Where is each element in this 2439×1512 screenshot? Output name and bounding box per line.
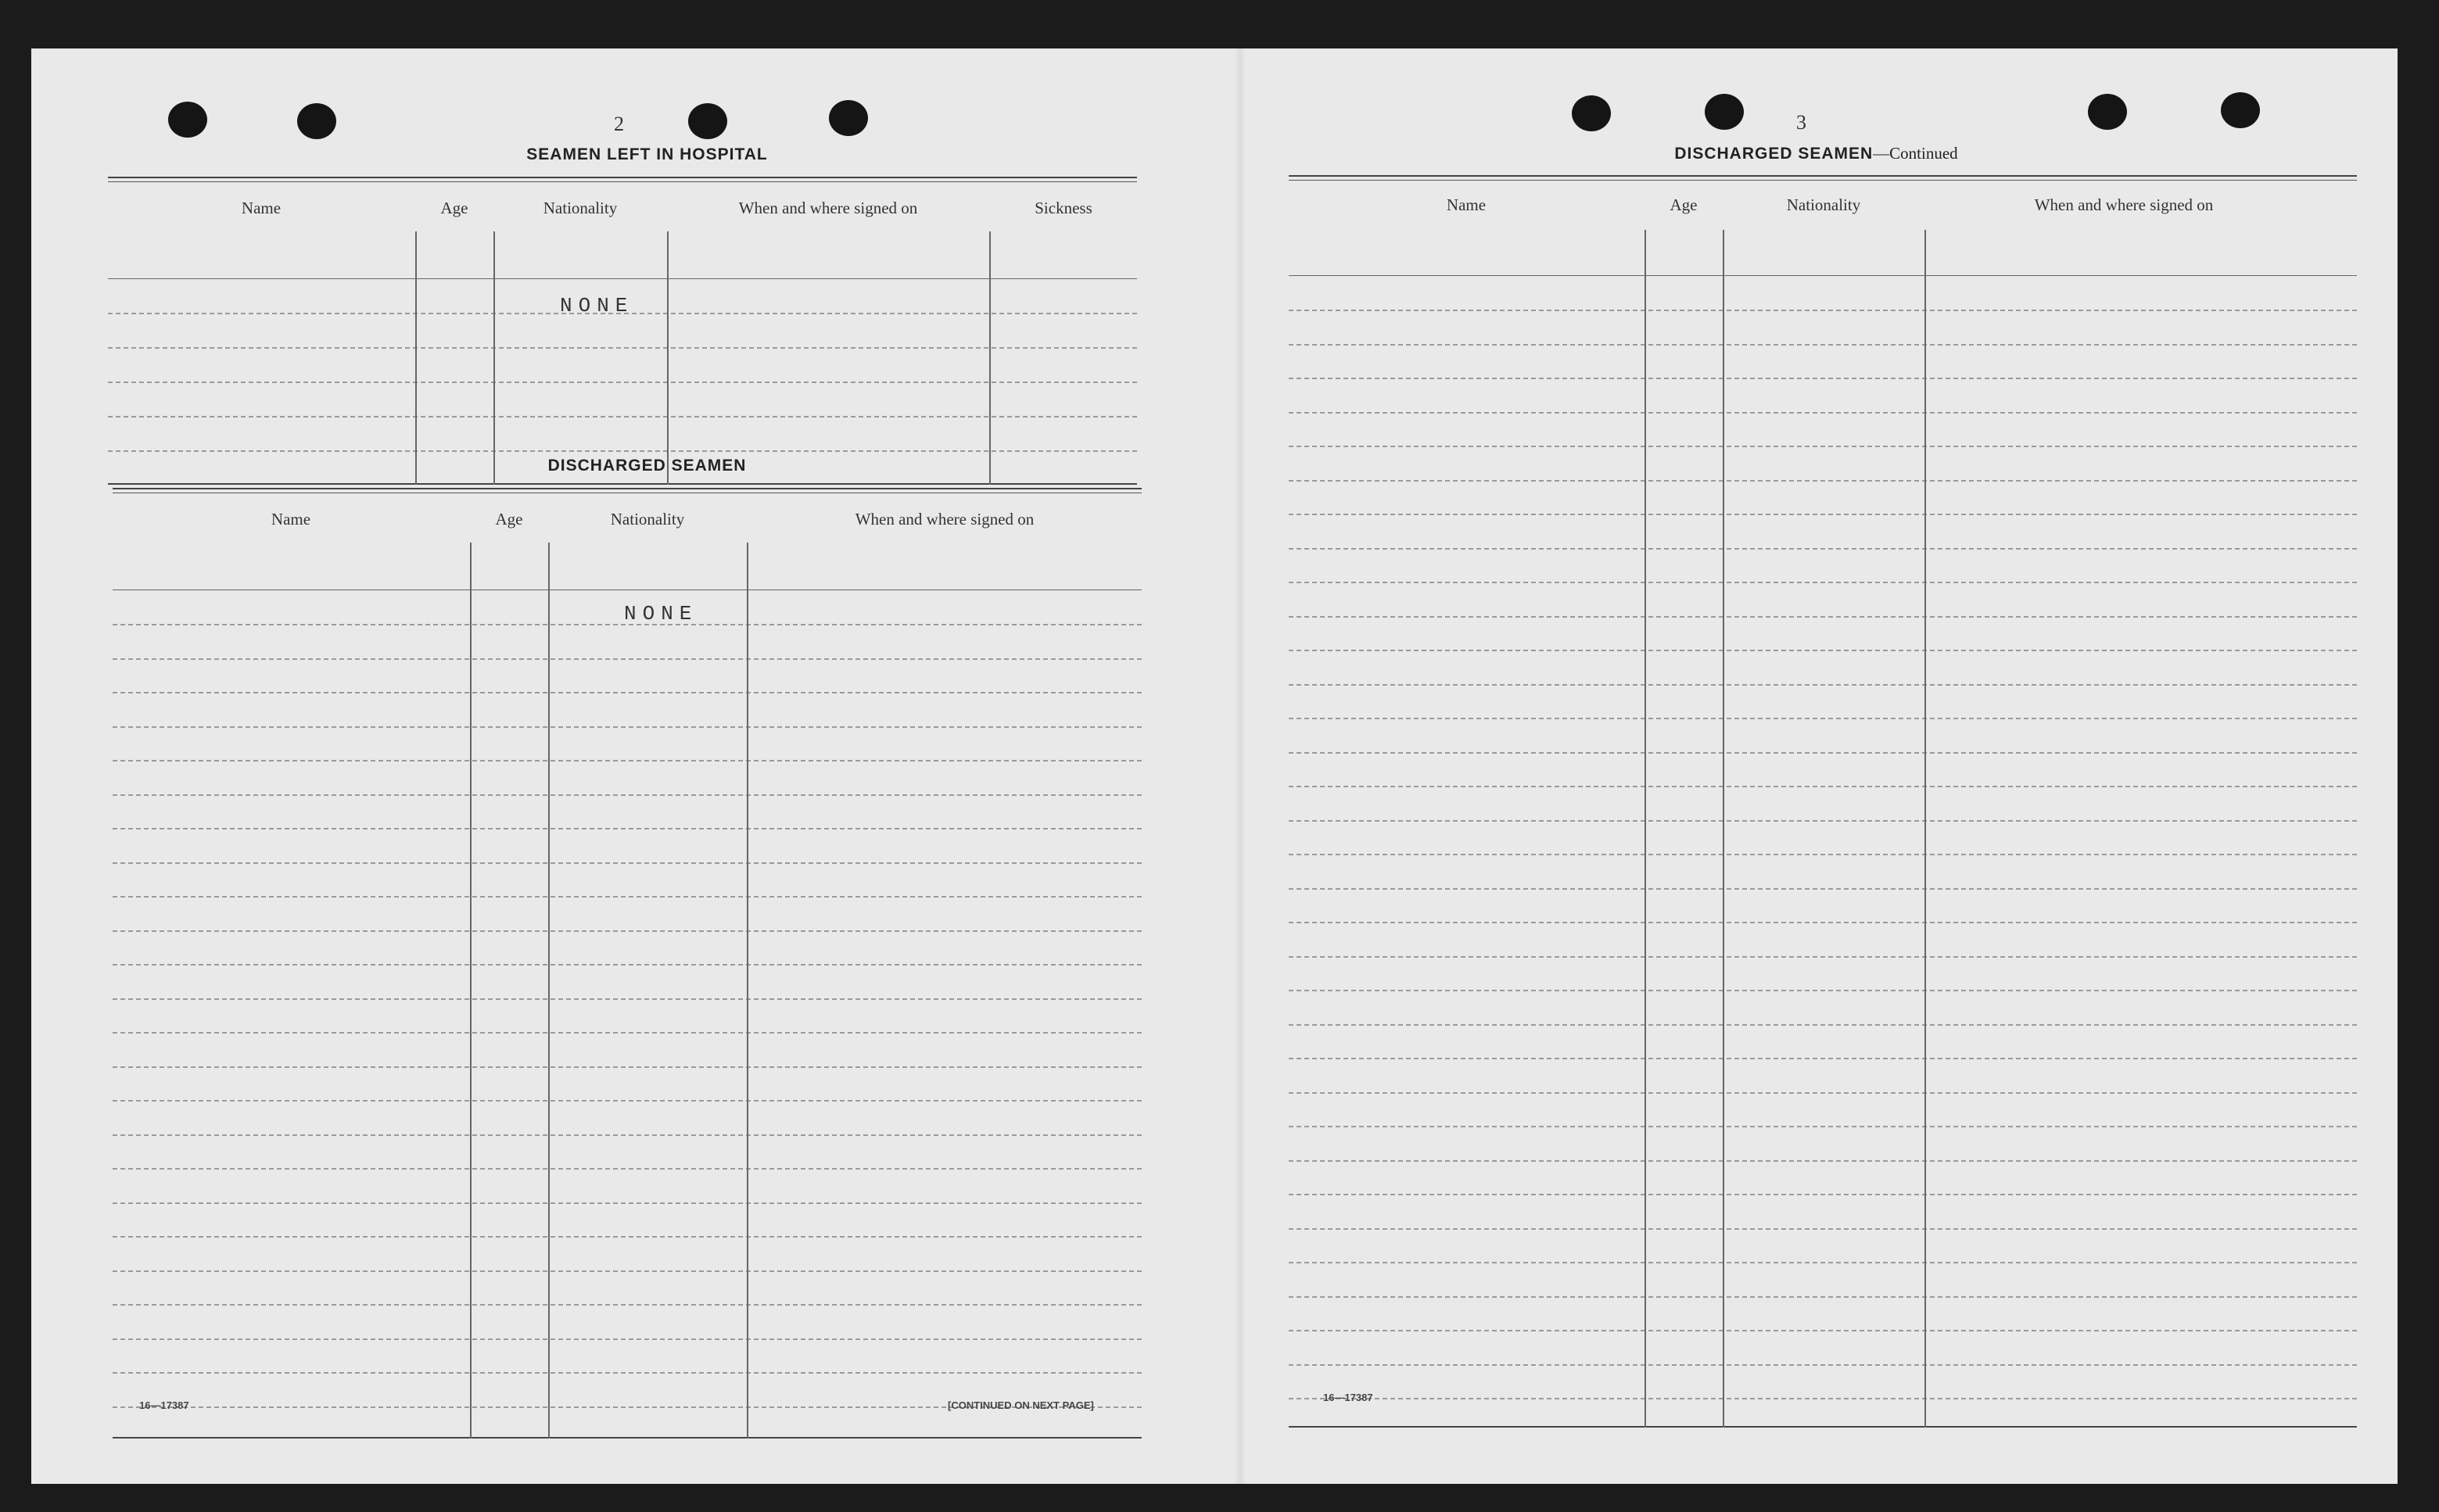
ruled-line	[108, 416, 1137, 417]
discharged-table	[113, 488, 1142, 1449]
col-header-signed-on: When and where signed on	[738, 199, 918, 217]
discharged-continued-title	[1298, 144, 2334, 163]
ruled-line	[1289, 990, 2357, 991]
hospital-table	[108, 177, 1137, 489]
table-rule	[113, 488, 1142, 489]
col-header-name: Name	[1446, 195, 1487, 214]
column-divider	[548, 543, 550, 1439]
table-rule	[108, 181, 1137, 182]
ruled-line	[113, 930, 1142, 932]
ruled-line	[113, 1236, 1142, 1238]
table-rule	[1289, 1426, 2357, 1428]
ruled-line	[108, 347, 1137, 349]
col-header-age: Age	[1670, 195, 1698, 214]
continued-suffix: —Continued	[1873, 144, 1958, 163]
form-number: 16—17387	[1323, 1392, 1373, 1403]
column-divider	[989, 231, 991, 485]
punch-hole	[168, 102, 207, 138]
col-header-nationality: Nationality	[543, 199, 618, 217]
ruled-line	[1289, 1160, 2357, 1162]
ruled-line	[1289, 1398, 2357, 1399]
ruled-line	[113, 964, 1142, 966]
punch-hole	[688, 103, 727, 139]
header-underline	[113, 589, 1142, 590]
ruled-line	[1289, 1092, 2357, 1094]
ruled-line	[108, 382, 1137, 383]
punch-hole	[2088, 94, 2127, 130]
ruled-line	[1289, 1330, 2357, 1331]
page-number: 2	[614, 113, 624, 135]
col-header-sickness: Sickness	[1035, 199, 1092, 217]
form-sheet	[31, 48, 2398, 1484]
ruled-line	[113, 1338, 1142, 1340]
ruled-line	[1289, 956, 2357, 958]
ruled-line	[113, 760, 1142, 761]
col-header-nationality: Nationality	[610, 510, 685, 528]
ruled-line	[1289, 344, 2357, 346]
discharged-continued-table	[1289, 175, 2357, 1442]
page-number: 3	[1796, 111, 1806, 134]
ruled-line	[1289, 854, 2357, 855]
ruled-line	[1289, 1262, 2357, 1263]
ruled-line	[1289, 446, 2357, 447]
column-divider	[493, 231, 495, 485]
column-divider	[1924, 230, 1926, 1428]
continued-note: [CONTINUED ON NEXT PAGE]	[948, 1399, 1094, 1411]
table-rule	[1289, 180, 2357, 181]
ruled-line	[113, 1134, 1142, 1136]
header-underline	[1289, 275, 2357, 276]
ruled-line	[113, 1032, 1142, 1034]
ruled-line	[1289, 650, 2357, 651]
ruled-line	[113, 1372, 1142, 1374]
ruled-line	[1289, 548, 2357, 550]
page-fold	[1236, 48, 1245, 1484]
ruled-line	[1289, 582, 2357, 583]
ruled-line	[113, 828, 1142, 829]
hospital-entry-none: NONE	[560, 294, 634, 317]
ruled-line	[113, 1270, 1142, 1272]
ruled-line	[1289, 922, 2357, 923]
form-number: 16—17387	[139, 1399, 189, 1411]
punch-hole	[829, 100, 868, 136]
col-header-age: Age	[495, 510, 523, 528]
ruled-line	[1289, 616, 2357, 618]
ruled-line	[108, 450, 1137, 452]
ruled-line	[113, 1100, 1142, 1102]
ruled-line	[1289, 786, 2357, 787]
col-header-name: Name	[241, 199, 282, 217]
column-divider	[470, 543, 472, 1439]
ruled-line	[1289, 480, 2357, 482]
col-header-age: Age	[440, 199, 468, 217]
discharged-section-title: DISCHARGED SEAMEN	[547, 457, 747, 475]
discharged-entry-none: NONE	[624, 602, 698, 625]
col-header-signed-on: When and where signed on	[2034, 195, 2214, 214]
ruled-line	[113, 726, 1142, 728]
ruled-line	[1289, 1364, 2357, 1366]
ruled-line	[1289, 1024, 2357, 1026]
ruled-line	[113, 862, 1142, 864]
col-header-name: Name	[271, 510, 311, 528]
punch-hole	[1705, 94, 1744, 130]
column-divider	[1645, 230, 1646, 1428]
col-header-signed-on: When and where signed on	[855, 510, 1035, 528]
ruled-line	[1289, 310, 2357, 311]
ruled-line	[1289, 752, 2357, 754]
ruled-line	[1289, 514, 2357, 515]
hospital-section-title: SEAMEN LEFT IN HOSPITAL	[526, 145, 768, 163]
ruled-line	[113, 1202, 1142, 1204]
column-divider	[667, 231, 669, 485]
punch-hole	[1572, 95, 1611, 131]
ruled-line	[113, 1066, 1142, 1068]
table-rule	[1289, 175, 2357, 177]
ruled-line	[1289, 684, 2357, 686]
ruled-line	[1289, 718, 2357, 719]
ruled-line	[113, 1168, 1142, 1170]
table-rule	[108, 177, 1137, 178]
ruled-line	[1289, 820, 2357, 822]
ruled-line	[113, 794, 1142, 796]
table-rule	[113, 1437, 1142, 1439]
ruled-line	[113, 896, 1142, 898]
col-header-nationality: Nationality	[1786, 195, 1861, 214]
column-divider	[415, 231, 417, 485]
ruled-line	[113, 692, 1142, 693]
punch-hole	[2221, 92, 2260, 128]
ruled-line	[113, 998, 1142, 1000]
column-divider	[747, 543, 748, 1439]
discharged-continued-label: DISCHARGED SEAMEN	[1674, 145, 1874, 163]
punch-hole	[297, 103, 336, 139]
ruled-line	[1289, 1228, 2357, 1230]
ruled-line	[1289, 378, 2357, 379]
ruled-line	[1289, 1296, 2357, 1298]
column-divider	[1723, 230, 1724, 1428]
ruled-line	[1289, 1058, 2357, 1059]
ruled-line	[113, 658, 1142, 660]
ruled-line	[113, 1304, 1142, 1306]
ruled-line	[1289, 1126, 2357, 1127]
header-underline	[108, 278, 1137, 279]
ruled-line	[1289, 412, 2357, 414]
ruled-line	[1289, 888, 2357, 890]
table-rule	[108, 483, 1137, 485]
ruled-line	[1289, 1194, 2357, 1195]
